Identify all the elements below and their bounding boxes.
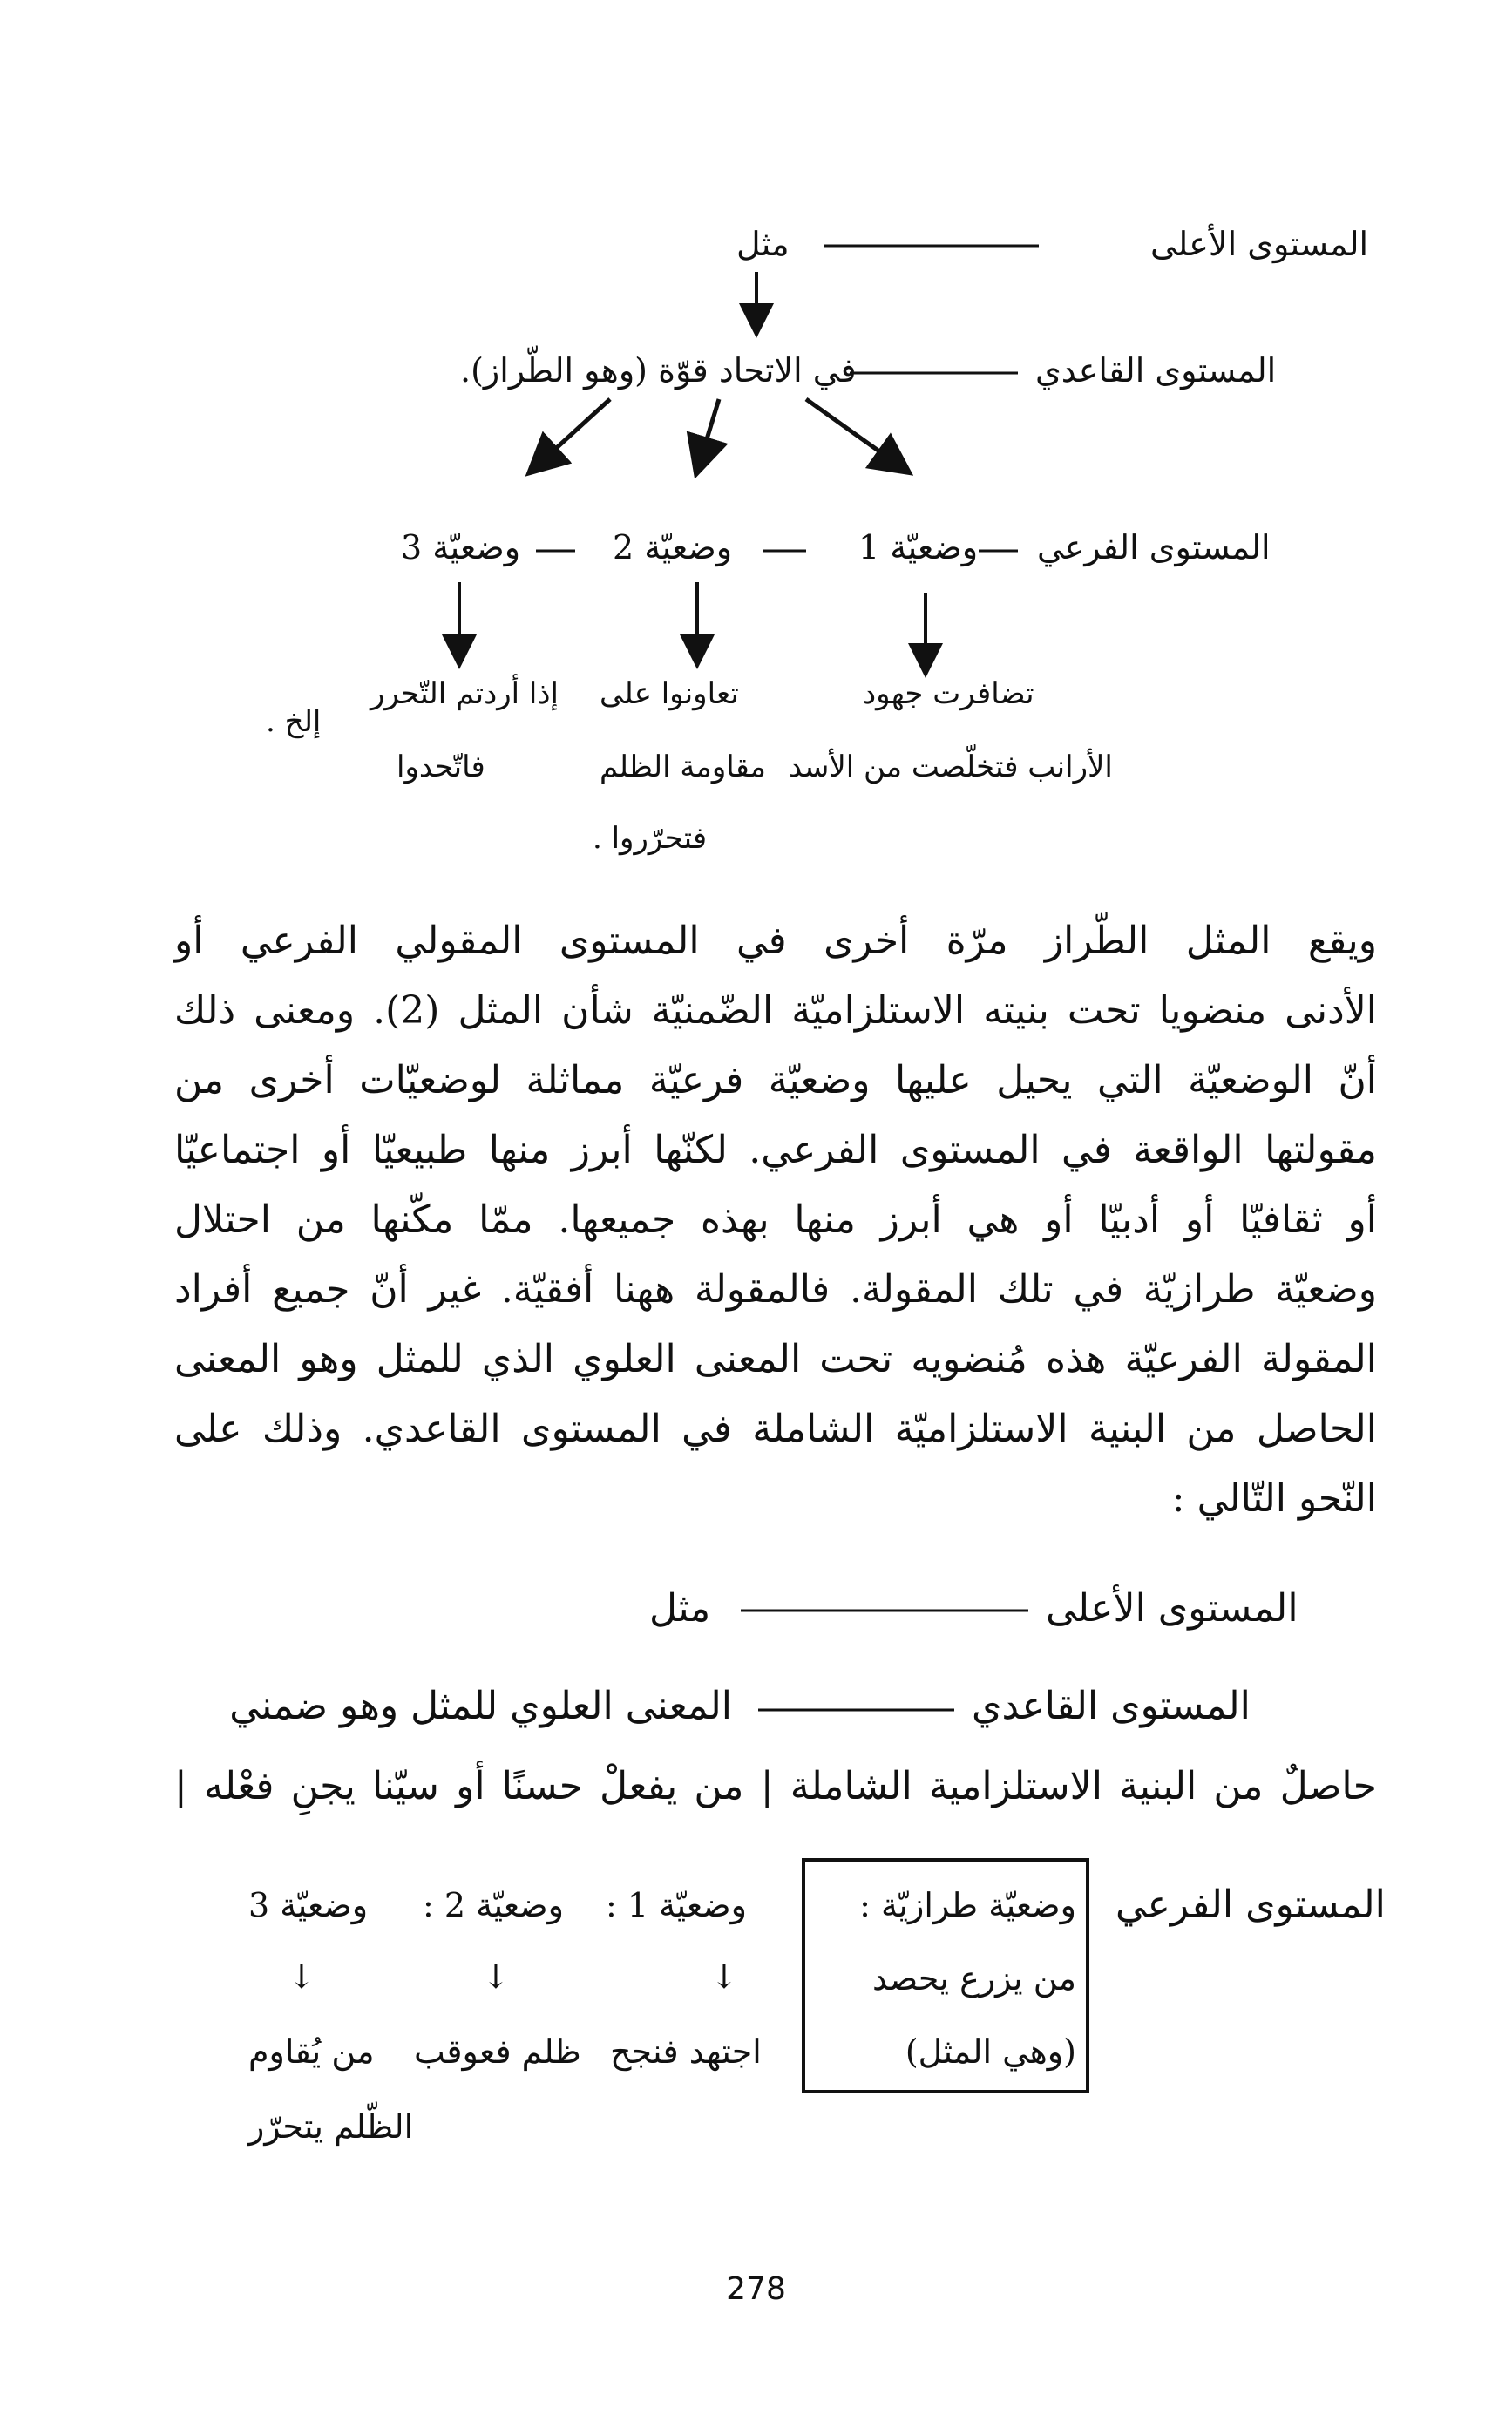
diagram1-example3-line1: إذا أردتم التّحرر (370, 676, 559, 711)
paragraph-line: الأدنى منضويا تحت بنيته الاستلزاميّة الضّمنيّة شأن المثل (2). ومعنى ذلك (174, 988, 1378, 1033)
down-arrow-icon: ↓ (288, 1957, 315, 1996)
diagram2-base-label: المستوى القاعدي (972, 1684, 1251, 1728)
diagram2-example2: ظلم فعوقب (414, 2032, 581, 2071)
diagram1-case1: وضعيّة 1 (858, 528, 979, 566)
diagram2-example3-line1: من يُقاوم (248, 2032, 375, 2071)
down-arrow-icon: ↓ (482, 1957, 510, 1996)
diagram2-box-line2: من يزرع يحصد (871, 1959, 1076, 1998)
diagram-1-connectors (0, 0, 1512, 959)
diagram1-branch-label: المستوى الفرعي (1037, 528, 1271, 566)
paragraph-line: النّحو التّالي : (1171, 1476, 1377, 1521)
diagram2-upper-label: المستوى الأعلى (1046, 1586, 1298, 1631)
down-arrow-icon: ↓ (710, 1957, 738, 1996)
diagram2-upper-value: مثل (649, 1586, 711, 1631)
diagram2-case2: وضعيّة 2 : (423, 1886, 564, 1924)
diagram2-case3: وضعيّة 3 (248, 1886, 369, 1924)
diagram1-example1-line1: تضافرت جهود (863, 676, 1034, 711)
diagram2-case1: وضعيّة 1 : (606, 1886, 747, 1924)
paragraph-line: ويقع المثل الطّراز مرّة أخرى في المستوى المقولي الفرعي أو (174, 919, 1377, 963)
diagram2-branch-label: المستوى الفرعي (1115, 1883, 1386, 1927)
diagram1-etc: إلخ . (266, 704, 322, 739)
diagram1-example2-line2: مقاومة الظلم (600, 750, 767, 784)
arrow-to-case1 (806, 399, 906, 471)
diagram1-upper-label: المستوى الأعلى (1150, 225, 1369, 263)
diagram1-base-value: في الاتحاد قوّة (وهو الطّراز). (460, 351, 857, 390)
arrow-to-case2 (697, 399, 719, 471)
diagram1-case3: وضعيّة 3 (401, 528, 521, 566)
diagram2-base-value: المعنى العلوي للمثل وهو ضمني (229, 1684, 732, 1728)
diagram2-example1: اجتهد فنجح (610, 2032, 762, 2071)
diagram2-box-line1: وضعيّة طرازيّة : (859, 1886, 1076, 1924)
paragraph-line: أنّ الوضعيّة التي يحيل عليها وضعيّة فرعيّة مماثلة لوضعيّات أخرى من (174, 1058, 1377, 1102)
paragraph-line: وضعيّة طرازيّة في تلك المقولة. فالمقولة ههنا أفقيّة. غير أنّ جميع أفراد (174, 1267, 1377, 1312)
paragraph-line: المقولة الفرعيّة هذه مُنضويه تحت المعنى العلوي الذي للمثل وهو المعنى (174, 1337, 1377, 1381)
diagram1-upper-value: مثل (736, 225, 790, 263)
page-number: 278 (726, 2271, 786, 2307)
diagram1-case2: وضعيّة 2 (613, 528, 733, 566)
body-paragraph (174, 906, 1377, 1534)
diagram2-box-line3: (وهي المثل) (905, 2032, 1076, 2071)
paragraph-line: الحاصل من البنية الاستلزاميّة الشاملة في المستوى القاعدي. وذلك على (174, 1407, 1377, 1451)
paragraph-line: مقولتها الواقعة في المستوى الفرعي. لكنّها أبرز منها طبيعيّا أو اجتماعيّا (174, 1128, 1377, 1172)
paragraph-line: أو ثقافيّا أو أدبيّا أو هي أبرز منها بهذه جميعها. ممّا مكّنها من احتلال (174, 1197, 1377, 1242)
diagram1-example2-line3: فتحرّروا . (593, 821, 708, 856)
diagram1-base-label: المستوى القاعدي (1035, 351, 1277, 390)
diagram2-example3-line2: الظّلم يتحرّر (248, 2107, 414, 2146)
arrow-to-case3 (532, 399, 610, 471)
diagram1-example2-line1: تعاونوا على (600, 676, 739, 711)
diagram1-example3-line2: فاتّحدوا (397, 750, 485, 784)
diagram1-example1-line2: الأرانب فتخلّصت من الأسد (789, 750, 1113, 784)
diagram2-base-continuation: حاصلٌ من البنية الاستلزامية الشاملة | من يفعلْ حسنًا أو سيّنا يجنِ فعْله | (174, 1764, 1377, 1808)
